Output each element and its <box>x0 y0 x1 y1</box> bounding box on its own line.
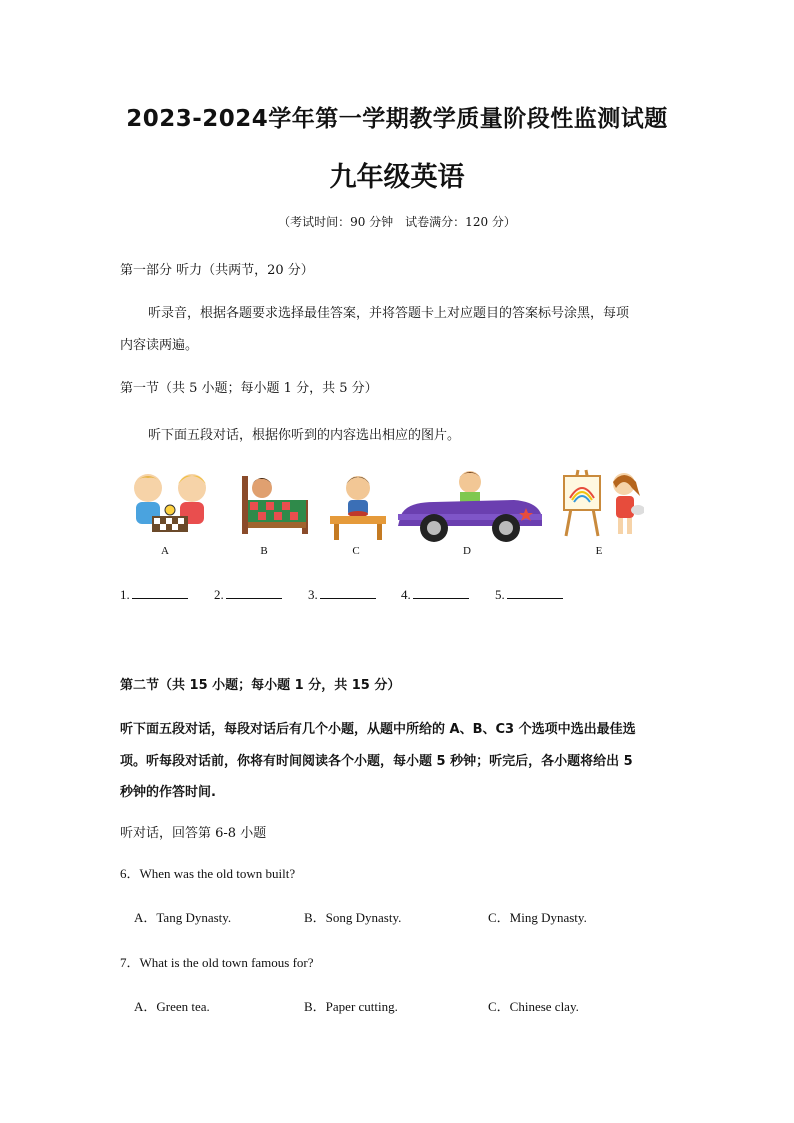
answer-line[interactable] <box>226 586 282 599</box>
blank-1[interactable] <box>120 586 188 603</box>
answer-line[interactable] <box>320 586 376 599</box>
blank-2[interactable] <box>214 586 282 603</box>
blank-3[interactable] <box>308 586 376 603</box>
part1-heading: 第一部分 听力（共两节，20 分） <box>120 263 314 278</box>
exam-subtitle: 九年级英语 <box>329 162 465 193</box>
picture-b-bed <box>238 470 310 540</box>
section1-heading: 第一节（共 5 小题；每小题 1 分，共 5 分） <box>120 381 378 396</box>
blank-5[interactable] <box>495 586 563 603</box>
blank-number: 3. <box>308 587 318 602</box>
q6-option-c[interactable]: C．Ming Dynasty. <box>488 910 587 925</box>
picture-label-c: C <box>352 545 360 557</box>
blank-number: 1. <box>120 587 130 602</box>
picture-e-painting <box>558 466 644 542</box>
question-7: 7．What is the old town famous for? <box>120 955 314 970</box>
section2-instruction-line1: 听下面五段对话，每段对话后有几个小题，从题中所给的 A、B、C3 个选项中选出最佳选 <box>120 722 636 737</box>
answer-line[interactable] <box>507 586 563 599</box>
part1-instruction-line2: 内容读两遍。 <box>120 338 199 353</box>
q6-option-a[interactable]: A．Tang Dynasty. <box>134 910 232 925</box>
picture-label-d: D <box>463 545 471 557</box>
picture-c-table <box>328 470 388 542</box>
picture-label-b: B <box>260 545 268 557</box>
section1-instruction: 听下面五段对话，根据你听到的内容选出相应的图片。 <box>148 428 461 443</box>
section2-instruction-line3: 秒钟的作答时间. <box>120 785 216 800</box>
picture-label-a: A <box>161 545 169 557</box>
exam-info: （考试时间：90 分钟 试卷满分：120 分） <box>278 215 516 229</box>
dialog-intro: 听对话，回答第 6-8 小题 <box>120 826 267 841</box>
picture-a-chess <box>122 466 218 538</box>
picture-label-e: E <box>595 545 603 557</box>
answer-line[interactable] <box>413 586 469 599</box>
picture-d-car <box>394 468 544 544</box>
blank-number: 2. <box>214 587 224 602</box>
q7-option-a[interactable]: A．Green tea. <box>134 999 210 1014</box>
q7-option-b[interactable]: B．Paper cutting. <box>304 999 398 1014</box>
section2-heading: 第二节（共 15 小题；每小题 1 分，共 15 分） <box>120 678 401 693</box>
question-6: 6．When was the old town built? <box>120 866 296 881</box>
section2-instruction-line2: 项。听每段对话前，你将有时间阅读各个小题，每小题 5 秒钟；听完后，各小题将给出 5 <box>120 754 633 769</box>
q6-option-b[interactable]: B．Song Dynasty. <box>304 910 402 925</box>
blank-4[interactable] <box>401 586 469 603</box>
part1-instruction-line1: 听录音，根据各题要求选择最佳答案，并将答题卡上对应题目的答案标号涂黑，每项 <box>148 306 630 321</box>
q7-option-c[interactable]: C．Chinese clay. <box>488 999 579 1014</box>
blank-number: 4. <box>401 587 411 602</box>
answer-line[interactable] <box>132 586 188 599</box>
blank-number: 5. <box>495 587 505 602</box>
exam-title: 2023-2024学年第一学期教学质量阶段性监测试题 <box>126 106 668 132</box>
